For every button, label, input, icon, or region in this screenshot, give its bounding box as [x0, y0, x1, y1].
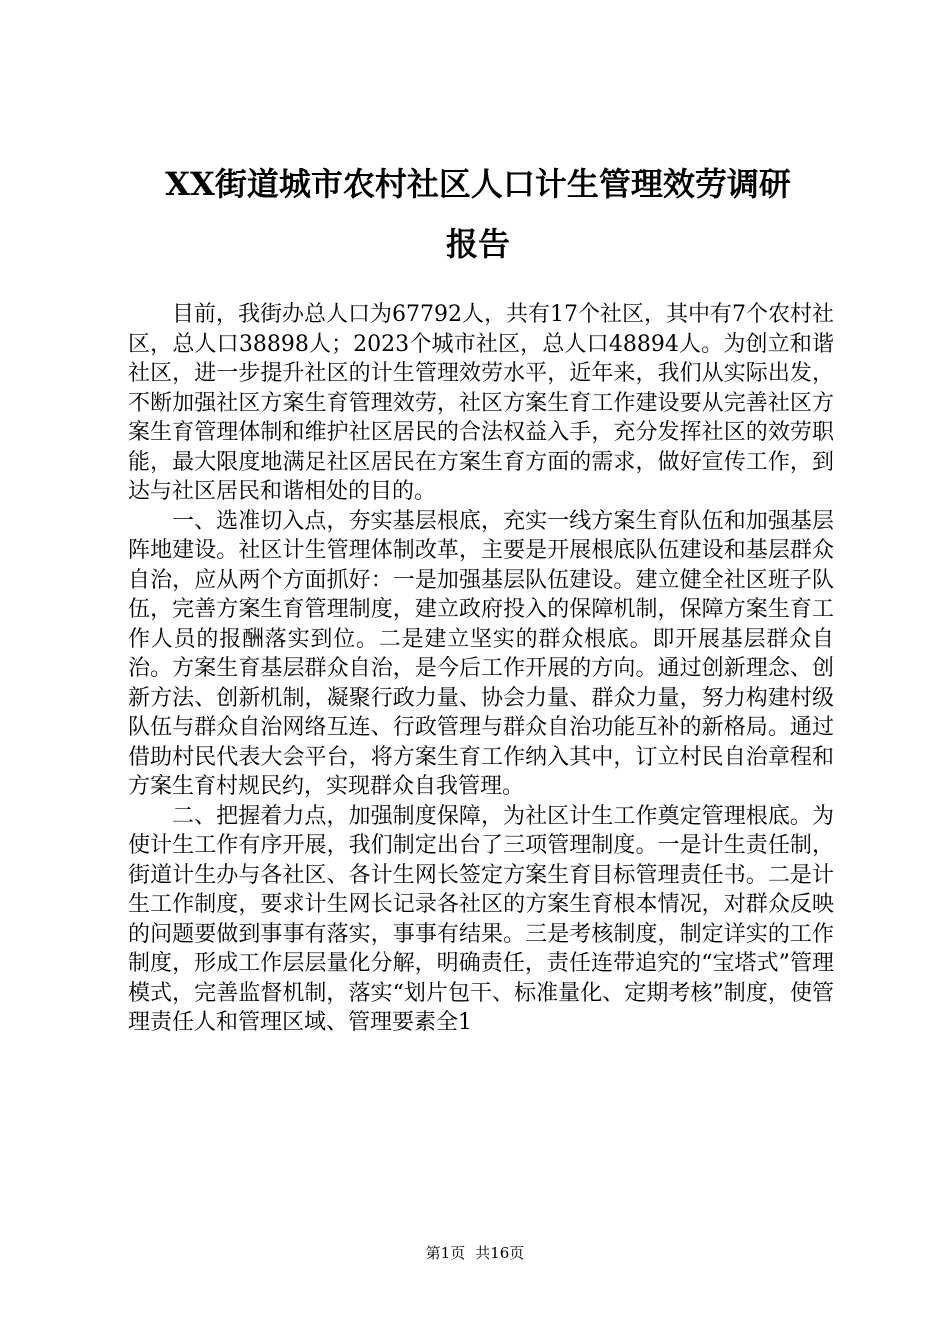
paragraph-section-2: 二、把握着力点，加强制度保障，为社区计生工作奠定管理根底。为使计生工作有序开展，我们制定出台了三项管理制度。一是计生责任制，街道计生办与各社区、各计生网长签定方案生育目标管理责任书。二是计生工作制度，要求计生网长记录各社区的方案生育根本情况，对群众反映的问题要做到事事有落实，事事有结果。三是考核制度，制定详实的工作制度，形成工作层层量化分解，明确责任，责任连带追究的“宝塔式”管理模式，完善监督机制，落实“划片包干、标准量化、定期考核”制度，使管理责任人和管理区域、管理要素全1 — [128, 803, 834, 1035]
page-footer — [0, 1243, 950, 1263]
page-number: 第1页 — [425, 1244, 466, 1262]
document-title-line-1: XX街道城市农村社区人口计生管理效劳调研 — [165, 165, 791, 203]
paragraph-section-1: 一、选准切入点，夯实基层根底，充实一线方案生育队伍和加强基层阵地建设。社区计生管理体制改革，主要是开展根底队伍建设和基层群众自治，应从两个方面抓好：一是加强基层队伍建设。建立健全社区班子队伍，完善方案生育管理制度，建立政府投入的保障机制，保障方案生育工作人员的报酬落实到位。二是建立坚实的群众根底。即开展基层群众自治。方案生育基层群众自治，是今后工作开展的方向。通过创新理念、创新方法、创新机制，凝聚行政力量、协会力量、群众力量，努力构建村级队伍与群众自治网络互连、行政管理与群众自治功能互补的新格局。通过借助村民代表大会平台，将方案生育工作纳入其中，订立村民自治章程和方案生育村规民约，实现群众自我管理。 — [128, 508, 834, 799]
page-total: 共16页 — [475, 1244, 525, 1262]
paragraph-intro: 目前，我街办总人口为67792人，共有17个社区，其中有7个农村社区，总人口38898人；2023个城市社区，总人口48894人。为创立和谐社区，进一步提升社区的计生管理效劳水平，近年来，我们从实际出发，不断加强社区方案生育管理效劳，社区方案生育工作建设要从完善社区方案生育管理体制和维护社区居民的合法权益入手，充分发挥社区的效劳职能，最大限度地满足社区居民在方案生育方面的需求，做好宣传工作，到达与社区居民和谐相处的目的。 — [128, 302, 834, 504]
document-title-line-2: 报告 — [445, 225, 510, 263]
document-body — [128, 300, 834, 1038]
